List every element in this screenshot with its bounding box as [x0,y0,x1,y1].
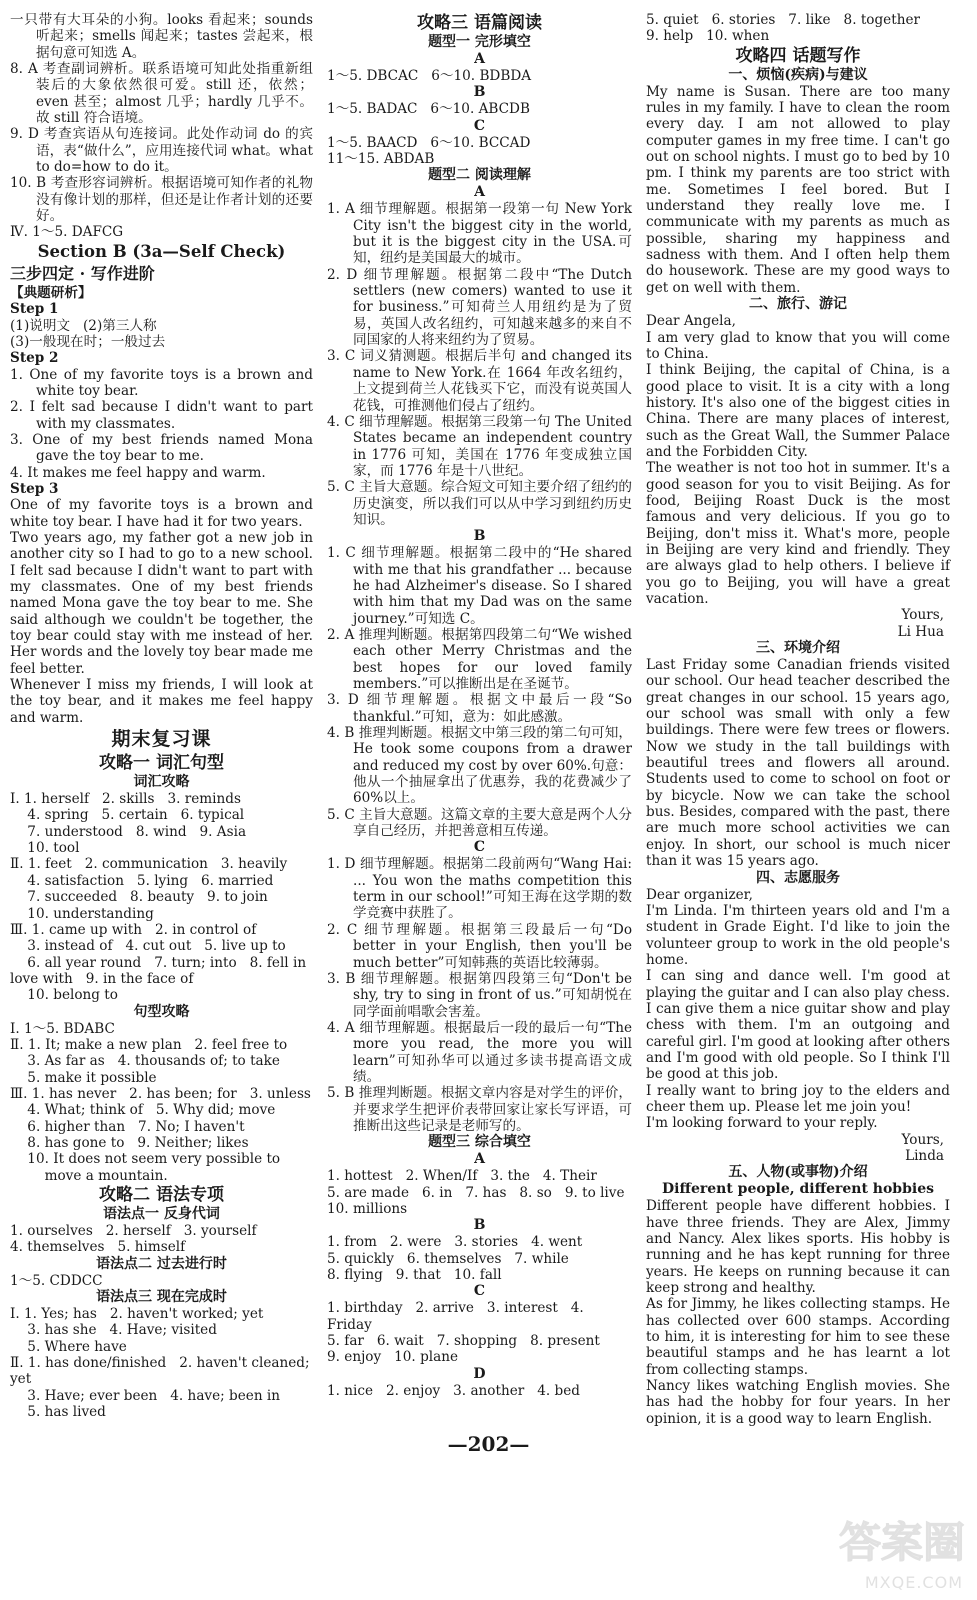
subsection-heading: A [474,51,485,67]
watermark-sub: MXQE.COM [864,1573,963,1592]
answer-line: (3)一般现在时；一般过去 [10,333,166,350]
paragraph: I am very glad to know that you will come to China. [646,329,950,362]
paragraph: Last Friday some Canadian friends visited our school. Our head teacher described the great changes in our school. 15 years ago, our school was small with only a few buildings. There were few trees or flowers. Now we study in the tall buildings with beautiful trees and flowers all around. Students used to come to school on foot or by bicycle. Now we can take the school bus. Besides, compared with the past, there are much more school activities we can enjoy. In short, our school is much nicer than it was 15 years ago. [646,657,950,870]
answer-line: Ⅱ. 1. It; make a new plan 2. feel free to [10,1036,288,1053]
watermark-main: 答案圈 [838,1518,965,1567]
answer-line: 5. Where have [10,1338,127,1355]
answer-line: 4. C 细节理解题。根据第三段第一句 The United States became an independent country in 1776 可知，美国在 1776 年变成独立国家，而 1776 年是十八世纪。 [327,413,632,479]
signature-line: Linda [905,1148,944,1164]
answer-line: 1～5. DBCAC 6～10. BDBDA [327,68,532,84]
subsection-heading: A [474,1151,485,1168]
answer-line: 7. understood 8. wind 9. Asia [10,823,247,840]
answer-line: 1. D 细节理解题。根据第二段前两句“Wang Hai: ... You won the maths competition this term in our school!”可知王海在这学期的数学竞赛中获胜了。 [327,856,632,922]
answer-line: 3. As far as 4. thousands of; to take [10,1053,280,1070]
section-title: Section B (3a—Self Check) [37,241,286,261]
signature-line: Yours, [901,607,944,624]
answer-line: Dear Angela, [646,313,736,330]
answer-line: 9. D 考查宾语从句连接词。此处作动词 do 的宾语，表“做什么”，应用连接代词 what。what to do=how to do it。 [10,126,313,176]
subsection-heading: 语法点二 过去进行时 [96,1255,227,1272]
answer-line: 3. Have; ever been 4. have; been in [10,1387,281,1404]
answer-line: 3. C 词义猜测题。根据后半句 and changed its name to New York.在 1664 年改名纽约，上文提到荷兰人花钱买下它，而没有说英国人花钱，可推测他们侵占了纽约。 [327,348,632,414]
answer-line: 8. A 考查副词辨析。联系语境可知此处指重新组装后的大象依然很可爱。still 还，依然；even 甚至；almost 几乎；hardly 几乎不。故 still 符合语境。 [10,61,313,127]
answer-line: Ⅱ. 1. has done/finished 2. haven't cleaned; yet [10,1355,314,1388]
answer-line: 10. belong to [10,987,118,1004]
answer-line: 9. help 10. when [646,28,770,45]
paragraph: As for Jimmy, he likes collecting stamps. He has collected over 600 stamps. According to him, it is interesting for him to see these beautiful stamps and he has learnt a lot from collecting stamps. [646,1296,950,1378]
paragraph: I think Beijing, the capital of China, is a good place to visit. It is a city with a long history. It's also one of the biggest cities in China. There are many places of interest, such as the Great Wall, the Summer Palace and the Forbidden City. [646,362,950,460]
banner-title: 三步四定 · 写作进阶 [10,263,155,283]
answer-line: 10. millions [327,1200,408,1217]
answer-line: 【典题研析】 [10,284,92,301]
section-heading: 攻略四 话题写作 [735,45,861,66]
subsection-heading: D [473,1365,486,1382]
section-heading: 攻略二 语法专项 [99,1185,224,1205]
answer-line: 1. hottest 2. When/If 3. the 4. Their [327,1168,597,1185]
subsection-heading: 句型攻略 [133,1003,190,1020]
answer-line: Step 2 [10,350,59,367]
answer-line: 3. One of my best friends named Mona gave the toy bear to me. [10,431,313,465]
paragraph: One of my favorite toys is a brown and white toy bear. I have had it for two years. [10,497,313,530]
answer-line: Ⅰ. 1. Yes; has 2. haven't worked; yet [10,1306,264,1323]
signature-line: Li Hua [897,623,944,640]
answer-line: 一只带有大耳朵的小狗。looks 看起来；sounds 听起来；smells 闻起来；tastes 尝起来，根据句意可知选 A。 [10,12,313,61]
answer-line: 1～5. BAACD 6～10. BCCAD [327,134,531,151]
section-heading: 攻略三 语篇阅读 [417,13,542,33]
answer-line: 5. C 主旨大意题。这篇文章的主要大意是两个人分享自己经历，并把善意相互传递。 [327,806,632,840]
answer-line: 4. It makes me feel happy and warm. [10,464,266,481]
answer-line: 6. higher than 7. No; I haven't [10,1118,245,1135]
signature-line: Yours, [901,1131,944,1148]
answer-line: Dear organizer, [646,886,753,903]
subsection-heading: C [473,117,486,134]
answer-line: Ⅲ. 1. has never 2. has been; for 3. unless [10,1085,311,1102]
paragraph: Nancy likes watching English movies. She has had the hobby for four years. In her opinion, it is a good way to learn English. [646,1378,950,1427]
answer-line: 7. succeeded 8. beauty 9. to join [10,889,268,906]
paragraph: My name is Susan. There are too many rules in my family. I have to clean the room every day. I am not allowed to play computer games in my free time. I can't go out on school nights. I must go to bed by 10 pm. I think my parents are too strict with me. Sometimes I feel bored. But I understand they really love me. I communicate with my parents as much as possible, sharing my happiness and sadness with them. And I often help them do housework. These are my good ways to get on well with them. [646,83,950,296]
paragraph: I'm looking forward to your reply. [646,1115,878,1132]
subsection-heading: 三、环境介绍 [756,640,840,657]
subsection-heading: 四、志愿服务 [756,869,840,886]
answer-line: 4. A 细节理解题。根据最后一段的最后一句“The more you read, the more you will learn”可知孙华可以通过多读书提高语文成绩。 [327,1019,632,1085]
paragraph: Whenever I miss my friends, I will look at the toy bear, and it makes me feel happy and warm. [10,677,313,726]
answer-line: 6. all year round 7. turn; into 8. fell in [10,954,307,971]
answer-line: 10. B 考查形容词辨析。根据语境可知作者的礼物没有像计划的那样，但还是让作者计划的还要好。 [10,175,313,225]
answer-line: 5. make it possible [10,1069,157,1086]
subsection-heading: 一、烦恼(疾病)与建议 [728,66,868,83]
answer-line: 1～5. CDDCC [10,1272,103,1289]
subsection-heading: C [473,1283,486,1300]
subsection-heading: A [474,184,485,201]
answer-line: 3. has she 4. Have; visited [10,1322,217,1339]
paragraph: Two years ago, my father got a new job in another city so I had to go to a new school. I felt sad because I didn't want to part with my classmates. One of my best friends named Mona gave the toy bear to me. She said although we couldn't be together, the toy bear could stay with me instead of her. Her words and the lovely toy bear made me feel better. [10,529,313,677]
answer-line: 5. has lived [10,1404,106,1421]
answer-line: 2. I felt sad because I didn't want to part with my classmates. [10,399,313,432]
answer-line: Ⅰ. 1～5. BDABC [10,1020,115,1037]
subsection-heading: B [473,528,486,545]
answer-line: 5. C 主旨大意题。综合短文可知主要介绍了纽约的历史演变，所以我们可以从中学习到纽约历史知识。 [327,479,632,528]
answer-line: 3. D 细节理解题。根据文中最后一段“So thankful.”可知，意为：如此感激。 [327,692,632,725]
answer-line: 4. B 推理判断题。根据文中第三段的第二句可知，He took some coupons from a drawer and reduced my cost by over 60%.句意：他从一个抽屉拿出了优惠券，我的花费减少了 60%以上。 [327,725,632,807]
answer-line: 1. ourselves 2. herself 3. yourself [10,1223,257,1239]
answer-line: 9. enjoy 10. plane [327,1349,459,1366]
section-heading: 攻略一 词汇句型 [99,753,224,774]
answer-line: 2. C 细节理解题。根据第三段最后一句“Do better in your English, then you'll be much better”可知韩燕的英语比较薄弱。 [327,921,632,971]
subsection-heading: 语法点三 现在完成时 [96,1289,227,1306]
answer-line: 5. are made 6. in 7. has 8. so 9. to live [327,1184,625,1201]
subsection-heading: 题型二 阅读理解 [428,167,531,184]
answer-line: 4. What; think of 5. Why did; move [10,1102,276,1119]
answer-line: 1. nice 2. enjoy 3. another 4. bed [327,1382,580,1399]
answer-line: (1)说明文 (2)第三人称 [10,317,157,334]
subsection-heading: Different people, different hobbies [662,1181,934,1198]
answer-line: Step 3 [10,480,59,497]
paragraph: Different people have different hobbies. I have three friends. They are Alex, Jimmy and Nancy. Alex likes sports. His hobby is running and he has kept running for three years. He keeps on running because it can keep strong and healthy. [646,1198,950,1297]
subsection-heading: 题型一 完形填空 [428,34,531,50]
subsection-heading: B [473,84,486,101]
answer-line: 8. has gone to 9. Neither; likes [10,1134,249,1151]
answer-line: 5. quickly 6. themselves 7. while [327,1250,569,1267]
subsection-heading: 二、旅行、游记 [749,296,847,313]
answer-line: Step 1 [10,301,59,318]
subsection-heading: C [473,839,486,856]
answer-line: 4. spring 5. certain 6. typical [10,807,245,824]
answer-line: 4. satisfaction 5. lying 6. married [10,872,274,889]
answer-line: 1. One of my favorite toys is a brown and white toy bear. [10,366,313,399]
page-number: —202— [447,1432,530,1456]
watermark-logo [805,1510,965,1592]
answer-line: 4. themselves 5. himself [10,1239,186,1256]
column-middle [327,12,632,1399]
answer-line: 1. from 2. were 3. stories 4. went [327,1234,583,1251]
answer-line: Ⅱ. 1. feet 2. communication 3. heavily [10,856,288,873]
answer-line: 3. B 细节理解题。根据第四段第三句“Don't be shy, try to sing in front of us.”可知胡悦在同学面前唱歌会害羞。 [327,970,632,1020]
answer-line: 1. A 细节理解题。根据第一段第一句 New York City isn't the biggest city in the world, but it is the biggest city in the USA.可知，纽约是美国最大的城市。 [327,201,632,267]
answer-line: 1～5. BADAC 6～10. ABCDB [327,101,530,118]
answer-line: 1. C 细节理解题。根据第二段中的“He shared with me that his grandfather ... because he had Alzheimer's disease. So I shared with him that my Dad was on the same journey.”可知选 C。 [327,545,632,627]
answer-line: Ⅳ. 1～5. DAFCG [10,224,124,241]
chapter-heading: 期末复习课 [111,728,212,751]
column-right [646,12,950,1427]
answer-line: 5. quiet 6. stories 7. like 8. together [646,12,920,28]
answer-line: Ⅰ. 1. herself 2. skills 3. reminds [10,791,241,808]
subsection-heading: 语法点一 反身代词 [103,1206,220,1222]
answer-line: 5. far 6. wait 7. shopping 8. present [327,1333,600,1350]
answer-line: 8. flying 9. that 10. fall [327,1267,502,1283]
subsection-heading: B [473,1217,486,1234]
paragraph: I'm Linda. I'm thirteen years old and I'm a student in Grade Eight. I'd like to join the volunteer group to work in the old people's home. [646,902,950,968]
answer-line: move a mountain. [10,1167,168,1184]
subsection-heading: 词汇攻略 [133,774,190,791]
paragraph: I can sing and dance well. I'm good at playing the guitar and I can also play chess. I can give them a nice guitar show and play chess with them. I'm an outgoing and careful girl. I'm good at looking after others and I'm good with old people. So I think I'll be good at this job. [646,968,951,1083]
answer-line: 2. A 推理判断题。根据第四段第二句“We wished each other Merry Christmas and the best hopes for our loved family members.”可以推断出是在圣诞节。 [327,626,632,692]
subsection-heading: 五、人物(或事物)介绍 [728,1164,868,1181]
answer-line: 3. instead of 4. cut out 5. live up to [10,938,286,955]
answer-line: 10. understanding [10,905,154,922]
answer-line: 2. D 细节理解题。根据第二段中“The Dutch settlers (new comers) wanted to use it for business.”可知荷兰人用纽约是为了贸易，英国人改名纽约，可知越来越多的来自不同国家的人将来纽约为了贸易。 [327,266,632,349]
answer-line: 1. birthday 2. arrive 3. interest 4. Friday [327,1300,589,1333]
answer-line: 5. B 推理判断题。根据文章内容是对学生的评价，并要求学生把评价表带回家让家长写评语，可推断出这些记录是老师写的。 [327,1085,632,1134]
answer-line: 10. It does not seem very possible to [10,1151,281,1168]
answer-line: 10. tool [10,840,80,857]
paragraph: The weather is not too hot in summer. It's a good season for you to visit Beijing. As for food, Beijing Roast Duck is the most famous and very delicious. If you go to Beijing, don't miss it. What's more, people in Beijing are very kind and friendly. They are always glad to help others. I believe if you go to Beijing, you will have a great vacation. [646,460,950,607]
subsection-heading: 题型三 综合填空 [428,1134,531,1151]
answer-line: 11～15. ABDAB [327,151,435,168]
column-left [10,12,313,1420]
paragraph: I really want to bring joy to the elders and cheer them up. Please let me join you! [646,1082,950,1115]
answer-line: love with 9. in the face of [10,970,194,987]
answer-line: Ⅲ. 1. came up with 2. in control of [10,921,257,938]
